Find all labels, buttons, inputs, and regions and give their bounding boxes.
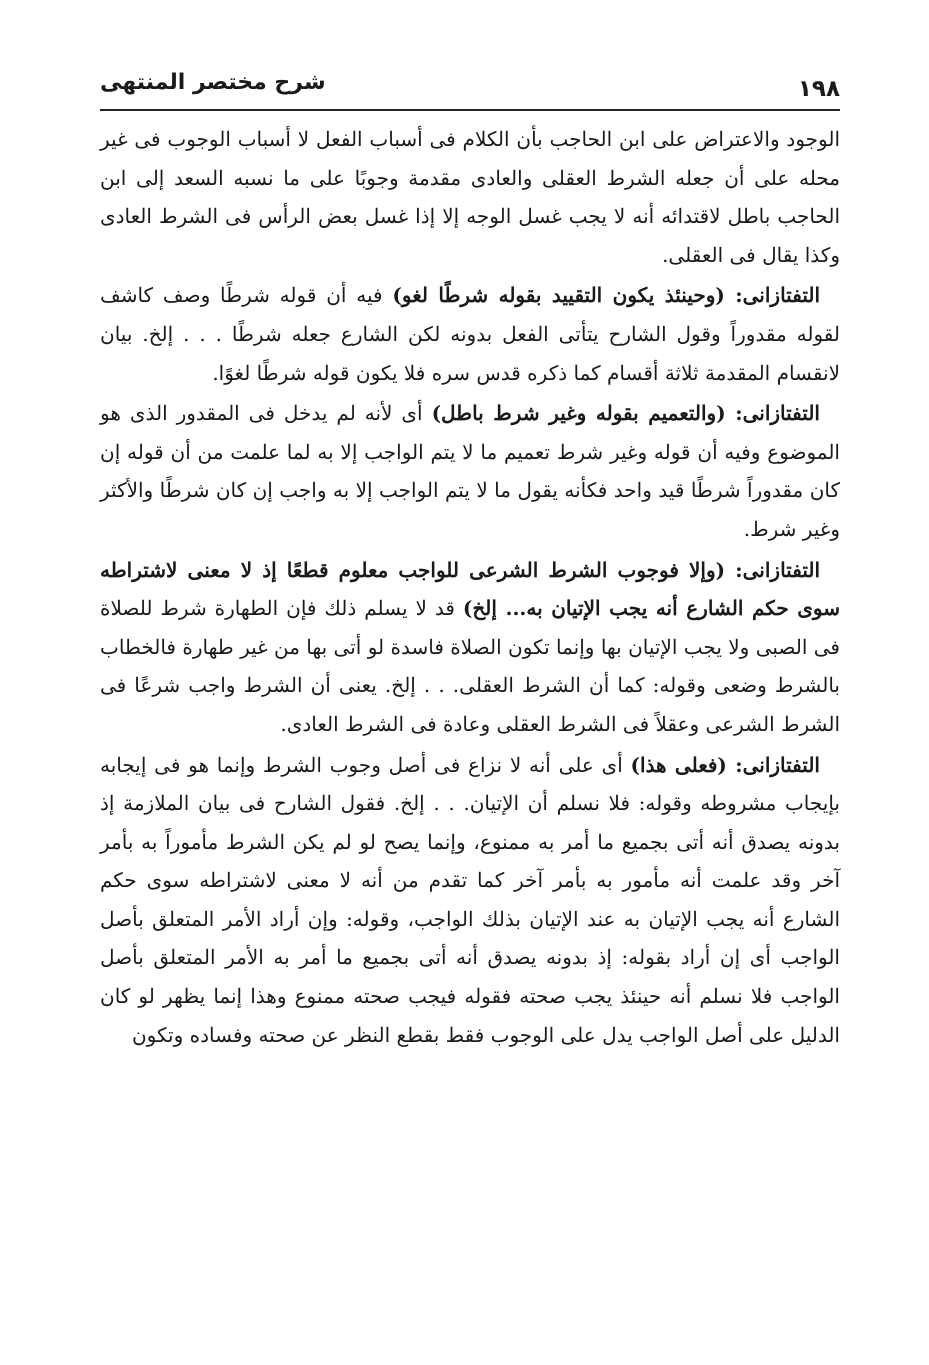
body-text xyxy=(100,120,840,1056)
paragraph-1 xyxy=(100,120,840,274)
paragraph-text: أى على أنه لا نزاع فى أصل وجوب الشرط وإنما هو فى إيجابه بإيجاب مشروطه وقوله: فلا نسلم أن الإتيان. . . إلخ. فقول الشارح فى بيان الملازمة إذ بدونه يصدق أنه أتى بجميع ما أمر به ممنوع، وإنما يصح لو لم يكن الشرط مأموراً به بأمر آخر وقد علمت أنه مأمور به بأمر آخر كما تقدم من أنه لا معنى لاشتراطه سوى حكم الشارع أنه يجب الإتيان به عند الإتيان بذلك الواجب، وقوله: وإن أراد الأمر المتعلق بأصل الواجب أى إن أراد بقوله: إذ بدونه يصدق أنه أتى بجميع ما أمر به الأمر المتعلق بأصل الواجب فلا نسلم أنه حينئذ يجب صحته فقوله فيجب صحته ممنوع وهذا إنما يظهر لو كان الدليل على أصل الواجب يدل على الوجوب فقط بقطع النظر عن صحته وفساده وتكون xyxy=(100,752,840,1047)
paragraph-5 xyxy=(100,746,840,1055)
paragraph-text: قد لا يسلم ذلك فإن الطهارة شرط للصلاة فى الصبى ولا يجب الإتيان بها وإنما تكون الصلاة فاسدة لو أتى بها من غير طهارة فالخطاب بالشرط وضعى وقوله: كما أن الشرط العقلى. . . إلخ. يعنى أن الشرط واجب شرعًا فى الشرط الشرعى وعقلاً فى الشرط العقلى وعادة فى الشرط العادى. xyxy=(100,596,840,736)
paragraph-3 xyxy=(100,394,840,548)
page-header xyxy=(100,66,840,106)
paragraph-quote: (وحينئذ يكون التقييد بقوله شرطًا لغو) xyxy=(392,283,725,308)
paragraph-text: الوجود والاعتراض على ابن الحاجب بأن الكلام فى أسباب الفعل لا أسباب الوجوب فى غير محله على أن جعله الشرط العقلى والعادى مقدمة وجوبًا على ما نسبه السعد إلى ابن الحاجب باطل لاقتدائه أنه لا يجب غسل الوجه إلا إذا غسل بعض الرأس فى الشرط العادى وكذا يقال فى العقلى. xyxy=(100,127,840,267)
paragraph-author: التفتازانى: xyxy=(724,283,821,308)
paragraph-text: فيه أن قوله شرطًا وصف كاشف لقوله مقدوراً وقول الشارح يتأتى الفعل بدونه لكن الشارع جعله شرطًا . . . إلخ. بيان لانقسام المقدمة ثلاثة أقسام كما ذكره قدس سره فلا يكون قوله شرطًا لغوًا. xyxy=(100,283,840,385)
paragraph-quote: (وإلا فوجوب الشرط الشرعى للواجب معلوم قطعًا إذ لا معنى لاشتراطه سوى حكم الشارع أنه يجب الإتيان به... إلخ) xyxy=(100,557,840,621)
paragraph-author: التفتازانى: xyxy=(725,401,820,426)
paragraph-quote: (فعلى هذا) xyxy=(630,752,727,777)
paragraph-2 xyxy=(100,276,840,392)
paragraph-text: أى لأنه لم يدخل فى المقدور الذى هو الموضوع وفيه أن قوله وغير شرط تعميم ما لا يتم الواجب إلا به لما علمت من أن قوله إن كان مقدوراً شرطًا قيد واحد فكأنه يقول ما لا يتم الواجب إلا به واجب إن كان شرطًا والأكثر وغير شرط. xyxy=(100,401,840,541)
page-number: ١٩٨ xyxy=(797,76,840,102)
paragraph-4 xyxy=(100,551,840,744)
paragraph-author: التفتازانى: xyxy=(726,752,820,777)
paragraph-quote: (والتعميم بقوله وغير شرط باطل) xyxy=(431,401,726,426)
header-divider xyxy=(100,109,840,111)
running-title: شرح مختصر المنتهى xyxy=(100,70,326,95)
paragraph-author: التفتازانى: xyxy=(725,557,820,582)
